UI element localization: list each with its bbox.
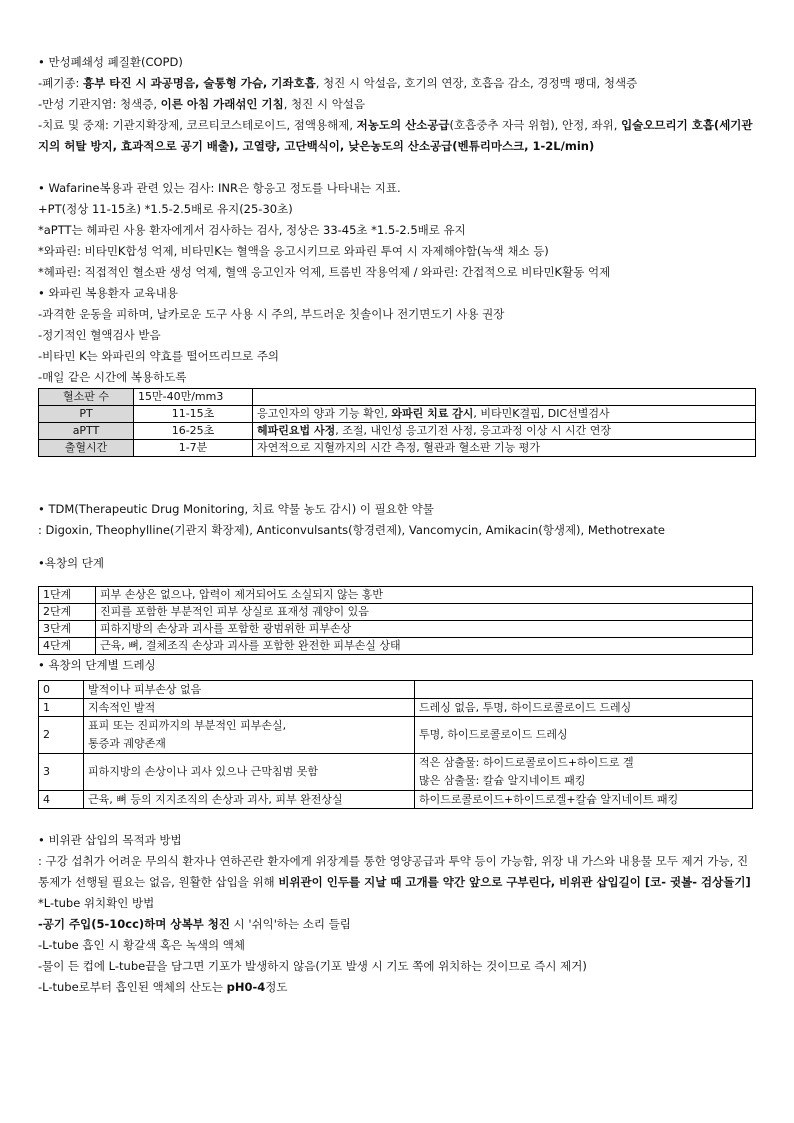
text-run-bold: 와파린 치료 감시 <box>391 407 474 420</box>
table-cell <box>253 406 756 423</box>
table-cell: 11-15초 <box>134 406 253 423</box>
table-row <box>39 791 753 809</box>
table-cell: 드레싱 없음, 투명, 하이드로콜로이드 드레싱 <box>415 699 753 717</box>
text-run-bold: pH0-4 <box>226 980 266 994</box>
table-cell <box>415 754 753 791</box>
warfarin-line: • Wafarine복용과 관련 있는 검사: INR은 항응고 정도를 나타내는 지표. <box>38 181 401 195</box>
table-cell <box>415 681 753 699</box>
table-row <box>39 717 753 754</box>
table-cell: 3 <box>39 754 84 791</box>
warfarin-line: -비타민 K는 와파린의 약효를 떨어뜨리므로 주의 <box>38 349 280 363</box>
table-cell: 3단계 <box>39 621 96 638</box>
text-run-bold: -공기 주입(5-10cc)하며 상복부 청진 <box>38 917 230 931</box>
text-run: -폐기종: <box>38 76 84 90</box>
table-cell: 지속적인 발적 <box>84 699 415 717</box>
table-row <box>39 389 756 406</box>
table-cell: 하이드로콜로이드+하이드로겔+칼슘 알지네이트 패킹 <box>415 791 753 809</box>
table-cell: 피부 손상은 없으나, 압력이 제거되어도 소실되지 않는 홍반 <box>96 587 753 604</box>
table-cell <box>253 389 756 406</box>
table-cell: 근육, 뼈, 결체조직 손상과 괴사를 포함한 완전한 피부손실 상태 <box>96 638 753 655</box>
l-tube-check-heading: *L-tube 위치확인 방법 <box>38 896 155 910</box>
text-run: 시 '쉬익'하는 소리 들림 <box>229 917 351 931</box>
table-row <box>39 754 753 791</box>
table-cell: 2단계 <box>39 604 96 621</box>
l-tube-check <box>38 977 756 998</box>
table-row <box>39 699 753 717</box>
table-row <box>39 440 756 457</box>
dressing-table <box>38 680 753 809</box>
pressure-ulcer-heading: •욕창의 단계 <box>38 556 104 570</box>
table-cell: 발적이나 피부손상 없음 <box>84 681 415 699</box>
text-run-bold: 이른 아침 가래섞인 기침 <box>160 97 284 111</box>
table-row <box>39 681 753 699</box>
text-run: -만성 기관지염: 청색증, <box>38 97 161 111</box>
table-cell: 15만-40만/mm3 <box>134 389 253 406</box>
text-run: , 청진 시 악설음, 호기의 연장, 호흡음 감소, 경정맥 팽대, 청색증 <box>315 76 638 90</box>
table-cell: 진피를 포함한 부분적인 피부 상실로 표재성 궤양이 있음 <box>96 604 753 621</box>
text-run-bold: 헤파린요법 사정 <box>257 424 336 437</box>
table-cell: PT <box>39 406 134 423</box>
table-cell: 4단계 <box>39 638 96 655</box>
cell-line: 통증과 궤양존재 <box>88 737 166 750</box>
text-run: 응고인자의 양과 기능 확인, <box>257 407 392 420</box>
cell-line: 표피 또는 진피까지의 부분적인 피부손실, <box>88 719 287 732</box>
table-row <box>39 587 753 604</box>
table-cell: 4 <box>39 791 84 809</box>
copd-emphysema <box>38 73 756 94</box>
coagulation-table <box>38 388 756 457</box>
warfarin-line: *aPTT는 헤파린 사용 환자에게서 검사하는 검사, 정상은 33-45초 *1.5-2.5배로 유지 <box>38 223 466 237</box>
text-run: -L-tube로부터 흡인된 액체의 산도는 <box>38 980 227 994</box>
table-cell: 1-7분 <box>134 440 253 457</box>
table-row <box>39 638 753 655</box>
warfarin-line: -정기적인 혈액검사 받음 <box>38 328 161 342</box>
tdm-heading: • TDM(Therapeutic Drug Monitoring, 치료 약물 농도 감시) 이 필요한 약물 <box>38 502 434 516</box>
text-run: , 청진 시 악설음 <box>283 97 366 111</box>
table-row <box>39 621 753 638</box>
tdm-drugs: : Digoxin, Theophylline(기관지 확장제), Anticonvulsants(항경련제), Vancomycin, Amikacin(항생제), Methotrexate <box>38 523 665 537</box>
table-cell: aPTT <box>39 423 134 440</box>
table-cell: 2 <box>39 717 84 754</box>
warfarin-line: *와파린: 비타민K합성 억제, 비타민K는 혈액을 응고시키므로 와파린 투여 시 자제해야함(녹색 채소 등) <box>38 244 549 258</box>
cell-line: 적은 삼출물: 하이드로콜로이드+하이드로 겔 <box>419 756 634 769</box>
dressing-heading: • 욕창의 단계별 드레싱 <box>38 658 156 672</box>
table-cell: 16-25초 <box>134 423 253 440</box>
copd-bronchitis <box>38 94 756 115</box>
table-row <box>39 423 756 440</box>
warfarin-line: *헤파린: 직접적인 혈소판 생성 억제, 혈액 응고인자 억제, 트롬빈 작용억제 / 와파린: 간접적으로 비타민K활동 억제 <box>38 265 611 279</box>
table-cell: 피하지방의 손상이나 괴사 있으나 근막침범 못함 <box>84 754 415 791</box>
table-cell <box>253 423 756 440</box>
text-run: , 조절, 내인성 응고기전 사정, 응고과정 이상 시 시간 연장 <box>335 424 611 437</box>
table-cell: 1단계 <box>39 587 96 604</box>
warfarin-education-heading: • 와파린 복용환자 교육내용 <box>38 286 178 300</box>
text-run: : 구강 섭취가 어려운 무의식 환자나 연하곤란 환자에게 위장계를 통한 영양공급과 투약 등이 가능함, 위장 내 가스와 내용물 모두 제거 가능, 진통제가 선행될 필요는 없음, 원활한 삽입을 위해 <box>38 854 749 889</box>
text-run-bold: 흉부 타진 시 과공명음, 술통형 가슴, 기좌호흡 <box>83 76 316 90</box>
table-cell: 출혈시간 <box>39 440 134 457</box>
text-run-bold: 저농도의 산소공급 <box>356 118 450 132</box>
text-run-bold: 입술오므리기 호흡(세기관지의 허탈 방지, 효과적으로 공기 배출), 고열량, 고단백식이, 낮은농도의 산소공급(벤튜리마스크, 1-2L/min) <box>38 118 753 153</box>
copd-heading: • 만성폐쇄성 폐질환(COPD) <box>38 55 183 69</box>
warfarin-line: +PT(정상 11-15초) *1.5-2.5배로 유지(25-30초) <box>38 202 293 216</box>
l-tube-check: -물이 든 컵에 L-tube끝을 담그면 기포가 발생하지 않음(기포 발생 시 기도 쪽에 위치하는 것이므로 즉시 제거) <box>38 959 587 973</box>
warfarin-line: -과격한 운동을 피하며, 날카로운 도구 사용 시 주의, 부드러운 칫솔이나 전기면도기 사용 권장 <box>38 307 505 321</box>
table-cell: 근육, 뼈 등의 지지조직의 손상과 괴사, 피부 완전상실 <box>84 791 415 809</box>
l-tube-heading: • 비위관 삽입의 목적과 방법 <box>38 833 182 847</box>
document-page <box>38 52 756 998</box>
l-tube-check: -L-tube 흡인 시 황갈색 혹은 녹색의 액체 <box>38 938 246 952</box>
table-cell: 0 <box>39 681 84 699</box>
text-run-bold: 비위관이 인두를 지날 때 고개를 약간 앞으로 구부린다, 비위관 삽입길이 [코- 귓볼- 검상돌기] <box>278 875 751 889</box>
table-cell: 혈소판 수 <box>39 389 134 406</box>
text-run: 정도 <box>265 980 288 994</box>
cell-line: 많은 삼출물: 칼슘 알지네이트 패킹 <box>419 774 586 787</box>
table-cell: 자연적으로 지혈까지의 시간 측정, 혈관과 혈소판 기능 평가 <box>253 440 756 457</box>
table-cell <box>84 717 415 754</box>
table-cell: 피하지방의 손상과 괴사를 포함한 광범위한 피부손상 <box>96 621 753 638</box>
l-tube-purpose <box>38 851 756 893</box>
text-run: (호흡중추 자극 위험), 안정, 좌위, <box>449 118 622 132</box>
text-run: -치료 및 중재: 기관지확장제, 코르티코스테로이드, 점액용해제, <box>38 118 357 132</box>
pressure-ulcer-stage-table <box>38 586 753 655</box>
copd-treatment <box>38 115 756 157</box>
table-cell: 투명, 하이드로콜로이드 드레싱 <box>415 717 753 754</box>
text-run: , 비타민K결핍, DIC선별검사 <box>473 407 610 420</box>
l-tube-check <box>38 914 756 935</box>
table-row <box>39 604 753 621</box>
table-cell: 1 <box>39 699 84 717</box>
warfarin-line: -매일 같은 시간에 복용하도록 <box>38 370 187 384</box>
table-row <box>39 406 756 423</box>
